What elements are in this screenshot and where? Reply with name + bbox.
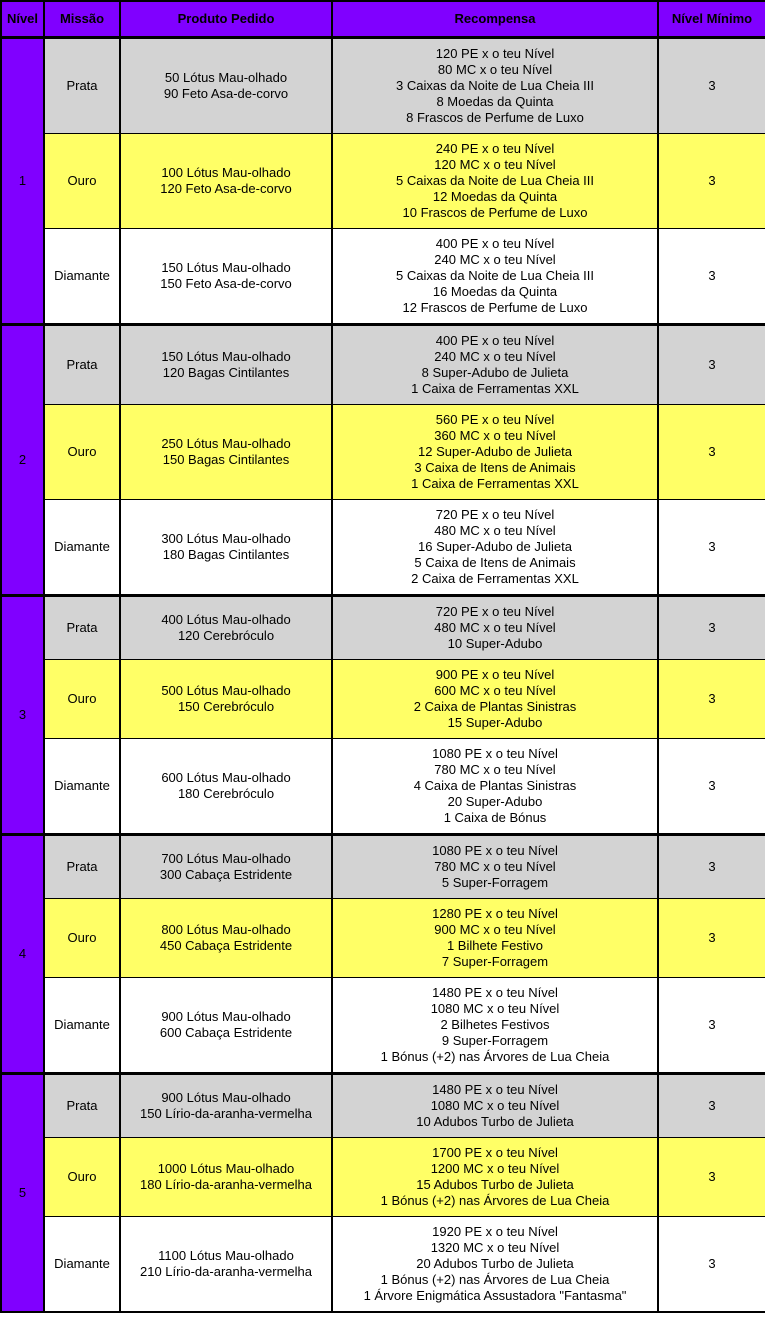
mission-row-level-1-diamante	[1, 229, 765, 325]
level-cell: 3	[1, 596, 44, 835]
mission-cell: Prata	[44, 1074, 120, 1138]
level-cell: 2	[1, 325, 44, 596]
products-cell: 700 Lótus Mau-olhado 300 Cabaça Estridente	[120, 835, 332, 899]
mission-row-level-5-diamante	[1, 1217, 765, 1313]
rewards-cell: 720 PE x o teu Nível 480 MC x o teu Nível 10 Super-Adubo	[332, 596, 658, 660]
mission-cell: Prata	[44, 325, 120, 405]
column-header-nivel: Nível	[1, 1, 44, 38]
level-cell: 1	[1, 38, 44, 325]
mission-row-level-1-prata	[1, 38, 765, 134]
mission-cell: Ouro	[44, 405, 120, 500]
rewards-cell: 400 PE x o teu Nível 240 MC x o teu Nível 5 Caixas da Noite de Lua Cheia III 16 Moedas da Quinta 12 Frascos de Perfume de Luxo	[332, 229, 658, 325]
column-header-produto: Produto Pedido	[120, 1, 332, 38]
rewards-cell: 560 PE x o teu Nível 360 MC x o teu Nível 12 Super-Adubo de Julieta 3 Caixa de Itens de Animais 1 Caixa de Ferramentas XXL	[332, 405, 658, 500]
rewards-cell: 400 PE x o teu Nível 240 MC x o teu Nível 8 Super-Adubo de Julieta 1 Caixa de Ferramentas XXL	[332, 325, 658, 405]
mission-cell: Ouro	[44, 899, 120, 978]
min-level-cell: 3	[658, 1217, 765, 1313]
min-level-cell: 3	[658, 978, 765, 1074]
level-cell: 5	[1, 1074, 44, 1313]
mission-cell: Ouro	[44, 1138, 120, 1217]
mission-row-level-4-ouro	[1, 899, 765, 978]
rewards-cell: 240 PE x o teu Nível 120 MC x o teu Nível 5 Caixas da Noite de Lua Cheia III 12 Moedas da Quinta 10 Frascos de Perfume de Luxo	[332, 134, 658, 229]
min-level-cell: 3	[658, 134, 765, 229]
mission-row-level-3-ouro	[1, 660, 765, 739]
mission-row-level-3-prata	[1, 596, 765, 660]
products-cell: 900 Lótus Mau-olhado 150 Lírio-da-aranha-vermelha	[120, 1074, 332, 1138]
min-level-cell: 3	[658, 899, 765, 978]
mission-row-level-4-diamante	[1, 978, 765, 1074]
min-level-cell: 3	[658, 38, 765, 134]
products-cell: 300 Lótus Mau-olhado 180 Bagas Cintilantes	[120, 500, 332, 596]
column-header-missao: Missão	[44, 1, 120, 38]
products-cell: 800 Lótus Mau-olhado 450 Cabaça Estridente	[120, 899, 332, 978]
rewards-cell: 1700 PE x o teu Nível 1200 MC x o teu Nível 15 Adubos Turbo de Julieta 1 Bónus (+2) nas Árvores de Lua Cheia	[332, 1138, 658, 1217]
min-level-cell: 3	[658, 596, 765, 660]
min-level-cell: 3	[658, 835, 765, 899]
rewards-cell: 1480 PE x o teu Nível 1080 MC x o teu Nível 2 Bilhetes Festivos 9 Super-Forragem 1 Bónus (+2) nas Árvores de Lua Cheia	[332, 978, 658, 1074]
column-header-recompensa: Recompensa	[332, 1, 658, 38]
mission-row-level-1-ouro	[1, 134, 765, 229]
column-header-nivel-minimo: Nível Mínimo	[658, 1, 765, 38]
min-level-cell: 3	[658, 229, 765, 325]
products-cell: 100 Lótus Mau-olhado 120 Feto Asa-de-corvo	[120, 134, 332, 229]
mission-cell: Ouro	[44, 134, 120, 229]
rewards-cell: 1480 PE x o teu Nível 1080 MC x o teu Nível 10 Adubos Turbo de Julieta	[332, 1074, 658, 1138]
rewards-cell: 1080 PE x o teu Nível 780 MC x o teu Nível 5 Super-Forragem	[332, 835, 658, 899]
mission-cell: Diamante	[44, 978, 120, 1074]
min-level-cell: 3	[658, 1138, 765, 1217]
mission-row-level-5-prata	[1, 1074, 765, 1138]
products-cell: 1100 Lótus Mau-olhado 210 Lírio-da-aranha-vermelha	[120, 1217, 332, 1313]
mission-cell: Prata	[44, 38, 120, 134]
mission-row-level-3-diamante	[1, 739, 765, 835]
mission-row-level-5-ouro	[1, 1138, 765, 1217]
products-cell: 150 Lótus Mau-olhado 120 Bagas Cintilantes	[120, 325, 332, 405]
products-cell: 900 Lótus Mau-olhado 600 Cabaça Estridente	[120, 978, 332, 1074]
mission-cell: Ouro	[44, 660, 120, 739]
mission-cell: Diamante	[44, 1217, 120, 1313]
products-cell: 400 Lótus Mau-olhado 120 Cerebróculo	[120, 596, 332, 660]
mission-cell: Prata	[44, 835, 120, 899]
products-cell: 500 Lótus Mau-olhado 150 Cerebróculo	[120, 660, 332, 739]
mission-cell: Diamante	[44, 739, 120, 835]
min-level-cell: 3	[658, 325, 765, 405]
mission-row-level-4-prata	[1, 835, 765, 899]
rewards-cell: 1080 PE x o teu Nível 780 MC x o teu Nível 4 Caixa de Plantas Sinistras 20 Super-Adubo 1 Caixa de Bónus	[332, 739, 658, 835]
min-level-cell: 3	[658, 739, 765, 835]
mission-cell: Diamante	[44, 229, 120, 325]
products-cell: 50 Lótus Mau-olhado 90 Feto Asa-de-corvo	[120, 38, 332, 134]
rewards-cell: 720 PE x o teu Nível 480 MC x o teu Nível 16 Super-Adubo de Julieta 5 Caixa de Itens de Animais 2 Caixa de Ferramentas XXL	[332, 500, 658, 596]
min-level-cell: 3	[658, 660, 765, 739]
rewards-cell: 1280 PE x o teu Nível 900 MC x o teu Nível 1 Bilhete Festivo 7 Super-Forragem	[332, 899, 658, 978]
min-level-cell: 3	[658, 1074, 765, 1138]
mission-row-level-2-prata	[1, 325, 765, 405]
rewards-cell: 120 PE x o teu Nível 80 MC x o teu Nível 3 Caixas da Noite de Lua Cheia III 8 Moedas da Quinta 8 Frascos de Perfume de Luxo	[332, 38, 658, 134]
level-cell: 4	[1, 835, 44, 1074]
min-level-cell: 3	[658, 500, 765, 596]
mission-cell: Prata	[44, 596, 120, 660]
products-cell: 1000 Lótus Mau-olhado 180 Lírio-da-aranha-vermelha	[120, 1138, 332, 1217]
rewards-cell: 1920 PE x o teu Nível 1320 MC x o teu Nível 20 Adubos Turbo de Julieta 1 Bónus (+2) nas Árvores de Lua Cheia 1 Árvore Enigmática Assustadora "Fantasma"	[332, 1217, 658, 1313]
rewards-cell: 900 PE x o teu Nível 600 MC x o teu Nível 2 Caixa de Plantas Sinistras 15 Super-Adubo	[332, 660, 658, 739]
products-cell: 600 Lótus Mau-olhado 180 Cerebróculo	[120, 739, 332, 835]
min-level-cell: 3	[658, 405, 765, 500]
mission-cell: Diamante	[44, 500, 120, 596]
header-row	[1, 1, 765, 38]
mission-row-level-2-diamante	[1, 500, 765, 596]
products-cell: 150 Lótus Mau-olhado 150 Feto Asa-de-corvo	[120, 229, 332, 325]
mission-row-level-2-ouro	[1, 405, 765, 500]
products-cell: 250 Lótus Mau-olhado 150 Bagas Cintilantes	[120, 405, 332, 500]
